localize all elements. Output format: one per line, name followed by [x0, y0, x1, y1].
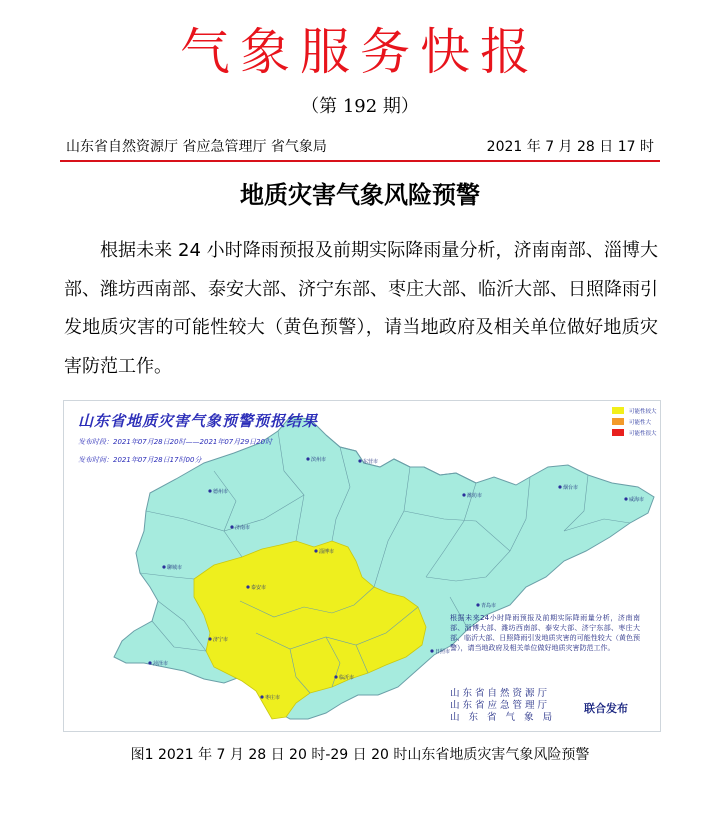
legend-label: 可能性较大: [629, 408, 657, 415]
legend-item: [612, 427, 657, 438]
legend-item: [612, 416, 657, 427]
city-dot: [162, 565, 165, 568]
city-label: 德州市: [213, 489, 229, 495]
city-dot: [430, 649, 433, 652]
city-label: 临沂市: [339, 675, 355, 681]
city-dot: [208, 637, 211, 640]
issuing-agencies: 山东省自然资源厅 省应急管理厅 省气象局: [66, 139, 327, 155]
city-label: 泰安市: [251, 585, 267, 591]
city-label: 淄博市: [319, 549, 335, 555]
validity-label: 发布时段：: [78, 438, 113, 446]
bulletin-title: 气象服务快报: [180, 23, 540, 81]
city-dot: [306, 457, 309, 460]
validity-value: 2021年07月28日20时——2021年07月29日20时: [113, 438, 273, 446]
city-label: 菏泽市: [153, 661, 169, 667]
city-dot: [462, 493, 465, 496]
city-dot: [148, 661, 151, 664]
section-title: 地质灾害气象风险预警: [240, 181, 480, 209]
legend-swatch: [612, 418, 624, 425]
city-label: 潍坊市: [467, 493, 483, 499]
city-dot: [358, 459, 361, 462]
city-dot: [558, 485, 561, 488]
validity-period: [78, 437, 272, 447]
map-agency-list: [450, 688, 555, 724]
city-label: 东营市: [363, 459, 379, 465]
map-legend: [612, 405, 657, 438]
city-label: 烟台市: [563, 485, 579, 491]
city-dot: [208, 489, 211, 492]
city-label: 聊城市: [167, 565, 183, 571]
agency-name: 山东省应急管理厅: [450, 700, 551, 711]
legend-item: [612, 405, 657, 416]
city-dot: [476, 603, 479, 606]
city-dot: [314, 549, 317, 552]
legend-swatch: [612, 407, 624, 414]
legend-swatch: [612, 429, 624, 436]
city-label: 威海市: [629, 497, 645, 503]
map-title: 山东省地质灾害气象预警预报结果: [78, 412, 319, 430]
city-dot: [624, 497, 627, 500]
city-label: 济南市: [235, 525, 251, 531]
city-label: 滨州市: [311, 457, 327, 463]
city-dot: [260, 695, 263, 698]
issue-number: （第 192 期）: [301, 96, 419, 117]
agency-name: 山东省自然资源厅: [450, 688, 551, 699]
legend-label: 可能性很大: [629, 430, 657, 437]
joint-release-label: 联合发布: [584, 702, 628, 715]
city-label: 青岛市: [481, 603, 497, 609]
map-issue-time: [78, 455, 201, 465]
header-divider: [60, 160, 660, 162]
agency-name: 山 东 省 气 象 局: [450, 712, 556, 723]
city-label: 日照市: [435, 649, 451, 655]
shandong-map-graphic: [64, 401, 660, 731]
issue-date: 2021 年 7 月 28 日 17 时: [486, 139, 654, 155]
city-dot: [230, 525, 233, 528]
map-warning-note: 根据未来24小时降雨预报及前期实际降雨量分析，济南南部、淄博大部、潍坊西南部、泰安大部、济宁东部、枣庄大部、临沂大部、日照降雨引发地质灾害的可能性较大（黄色预警），请当地政府及相关单位做好地质灾害防范工作。: [450, 614, 640, 652]
city-dot: [246, 585, 249, 588]
warning-paragraph: 根据未来 24 小时降雨预报及前期实际降雨量分析，济南南部、淄博大部、潍坊西南部、泰安大部、济宁东部、枣庄大部、临沂大部、日照降雨引发地质灾害的可能性较大（黄色预警），请当地政府及相关单位做好地质灾害防范工作。: [64, 240, 658, 377]
legend-label: 可能性大: [629, 419, 652, 426]
warning-map: [63, 400, 661, 732]
issue-time-value: 2021年07月28日17时00分: [113, 456, 202, 464]
figure-caption: 图1 2021 年 7 月 28 日 20 时-29 日 20 时山东省地质灾害气象风险预警: [130, 747, 590, 763]
city-label: 枣庄市: [265, 695, 281, 701]
issue-time-label: 发布时间：: [78, 456, 113, 464]
city-dot: [334, 675, 337, 678]
city-label: 济宁市: [213, 637, 229, 643]
